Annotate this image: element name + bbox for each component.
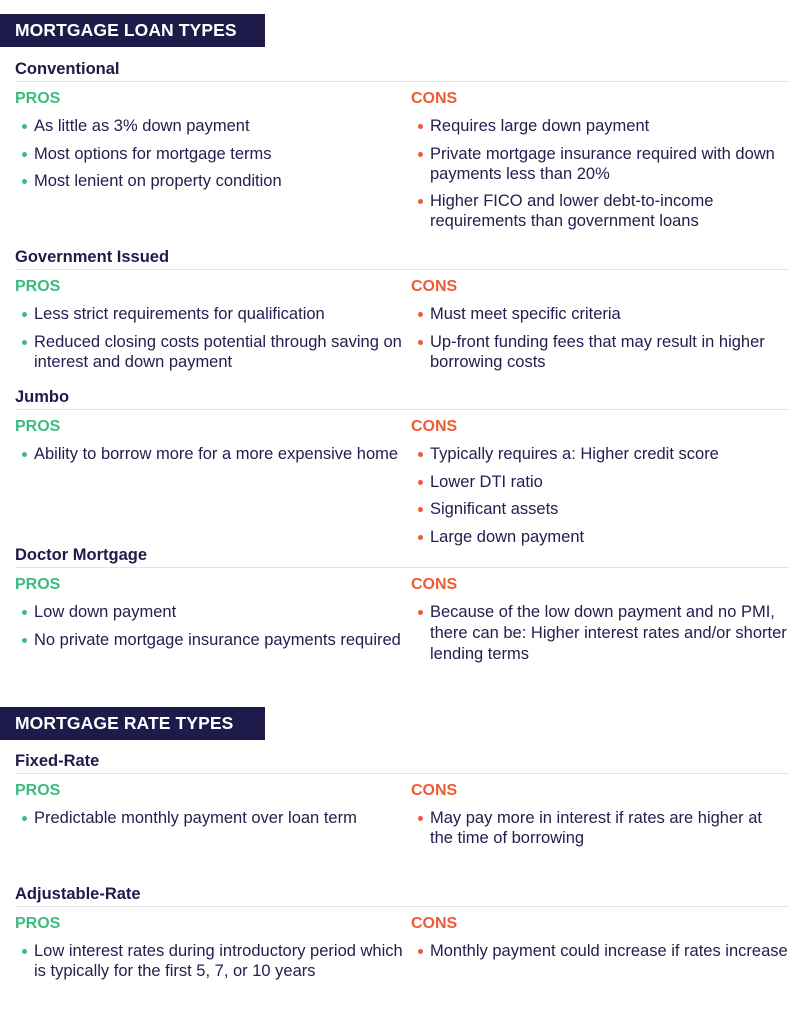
cons-list bbox=[411, 116, 789, 231]
section-title: Doctor Mortgage bbox=[15, 544, 789, 568]
bullet-dot-icon bbox=[418, 949, 423, 954]
cons-list bbox=[411, 444, 789, 547]
bullet-dot-icon bbox=[22, 949, 27, 954]
loan-types-banner bbox=[0, 14, 265, 47]
cons-list bbox=[411, 602, 789, 665]
list-item: Most options for mortgage terms bbox=[15, 144, 411, 164]
cons-column bbox=[411, 913, 789, 989]
pros-list bbox=[15, 941, 411, 981]
bullet-dot-icon bbox=[418, 507, 423, 512]
bullet-dot-icon bbox=[22, 340, 27, 345]
bullet-dot-icon bbox=[22, 124, 27, 129]
pros-heading: PROS bbox=[15, 278, 61, 295]
bullet-dot-icon bbox=[418, 124, 423, 129]
section-government-issued bbox=[15, 246, 789, 379]
list-item: Monthly payment could increase if rates increase bbox=[411, 941, 789, 961]
pros-column bbox=[15, 416, 411, 554]
pros-column bbox=[15, 780, 411, 856]
section-conventional bbox=[15, 58, 789, 239]
loan-types-banner-label: MORTGAGE LOAN TYPES bbox=[15, 20, 237, 40]
section-title: Adjustable-Rate bbox=[15, 883, 789, 907]
list-item: Large down payment bbox=[411, 527, 789, 547]
bullet-dot-icon bbox=[418, 535, 423, 540]
cons-column bbox=[411, 780, 789, 856]
cons-column bbox=[411, 416, 789, 554]
list-item: Ability to borrow more for a more expensive home bbox=[15, 444, 411, 464]
cons-column bbox=[411, 88, 789, 239]
list-item: Lower DTI ratio bbox=[411, 472, 789, 492]
bullet-dot-icon bbox=[22, 638, 27, 643]
pros-list bbox=[15, 602, 411, 650]
bullet-dot-icon bbox=[418, 312, 423, 317]
section-title: Conventional bbox=[15, 58, 789, 82]
rate-types-banner bbox=[0, 707, 265, 740]
bullet-dot-icon bbox=[22, 452, 27, 457]
cons-list bbox=[411, 304, 789, 372]
bullet-dot-icon bbox=[418, 816, 423, 821]
pros-column bbox=[15, 88, 411, 239]
cons-list bbox=[411, 808, 789, 848]
section-title: Jumbo bbox=[15, 386, 789, 410]
list-item: Less strict requirements for qualification bbox=[15, 304, 411, 324]
pros-heading: PROS bbox=[15, 782, 61, 799]
section-doctor-mortgage bbox=[15, 544, 789, 673]
pros-heading: PROS bbox=[15, 90, 61, 107]
bullet-dot-icon bbox=[418, 152, 423, 157]
list-item: Up-front funding fees that may result in higher borrowing costs bbox=[411, 332, 789, 372]
bullet-dot-icon bbox=[418, 452, 423, 457]
section-title: Government Issued bbox=[15, 246, 789, 270]
pros-list bbox=[15, 304, 411, 372]
pros-column bbox=[15, 913, 411, 989]
cons-heading: CONS bbox=[411, 278, 458, 295]
bullet-dot-icon bbox=[418, 340, 423, 345]
list-item: Low down payment bbox=[15, 602, 411, 622]
cons-heading: CONS bbox=[411, 915, 458, 932]
bullet-dot-icon bbox=[418, 199, 423, 204]
cons-list bbox=[411, 941, 789, 961]
list-item: May pay more in interest if rates are higher at the time of borrowing bbox=[411, 808, 789, 848]
list-item: Private mortgage insurance required with down payments less than 20% bbox=[411, 144, 789, 184]
cons-column bbox=[411, 276, 789, 379]
pros-column bbox=[15, 574, 411, 673]
list-item: No private mortgage insurance payments required bbox=[15, 630, 411, 650]
cons-heading: CONS bbox=[411, 418, 458, 435]
list-item: Predictable monthly payment over loan term bbox=[15, 808, 411, 828]
pros-heading: PROS bbox=[15, 576, 61, 593]
section-title: Fixed-Rate bbox=[15, 750, 789, 774]
bullet-dot-icon bbox=[418, 480, 423, 485]
list-item: As little as 3% down payment bbox=[15, 116, 411, 136]
section-jumbo bbox=[15, 386, 789, 554]
list-item: Reduced closing costs potential through saving on interest and down payment bbox=[15, 332, 411, 372]
list-item: Must meet specific criteria bbox=[411, 304, 789, 324]
bullet-dot-icon bbox=[22, 816, 27, 821]
pros-heading: PROS bbox=[15, 418, 61, 435]
cons-column bbox=[411, 574, 789, 673]
list-item: Requires large down payment bbox=[411, 116, 789, 136]
list-item: Low interest rates during introductory period which is typically for the first 5, 7, or 10 years bbox=[15, 941, 411, 981]
list-item: Significant assets bbox=[411, 499, 789, 519]
bullet-dot-icon bbox=[22, 312, 27, 317]
rate-types-banner-label: MORTGAGE RATE TYPES bbox=[15, 713, 234, 733]
bullet-dot-icon bbox=[22, 610, 27, 615]
list-item: Because of the low down payment and no PMI, there can be: Higher interest rates and/or shorter lending terms bbox=[411, 602, 789, 665]
pros-list bbox=[15, 808, 411, 828]
cons-heading: CONS bbox=[411, 90, 458, 107]
pros-list bbox=[15, 444, 411, 464]
pros-list bbox=[15, 116, 411, 191]
list-item: Most lenient on property condition bbox=[15, 171, 411, 191]
pros-column bbox=[15, 276, 411, 379]
cons-heading: CONS bbox=[411, 576, 458, 593]
section-adjustable-rate bbox=[15, 883, 789, 989]
list-item: Higher FICO and lower debt-to-income requirements than government loans bbox=[411, 191, 789, 231]
section-fixed-rate bbox=[15, 750, 789, 856]
bullet-dot-icon bbox=[418, 610, 423, 615]
cons-heading: CONS bbox=[411, 782, 458, 799]
list-item: Typically requires a: Higher credit score bbox=[411, 444, 789, 464]
pros-heading: PROS bbox=[15, 915, 61, 932]
bullet-dot-icon bbox=[22, 152, 27, 157]
bullet-dot-icon bbox=[22, 179, 27, 184]
